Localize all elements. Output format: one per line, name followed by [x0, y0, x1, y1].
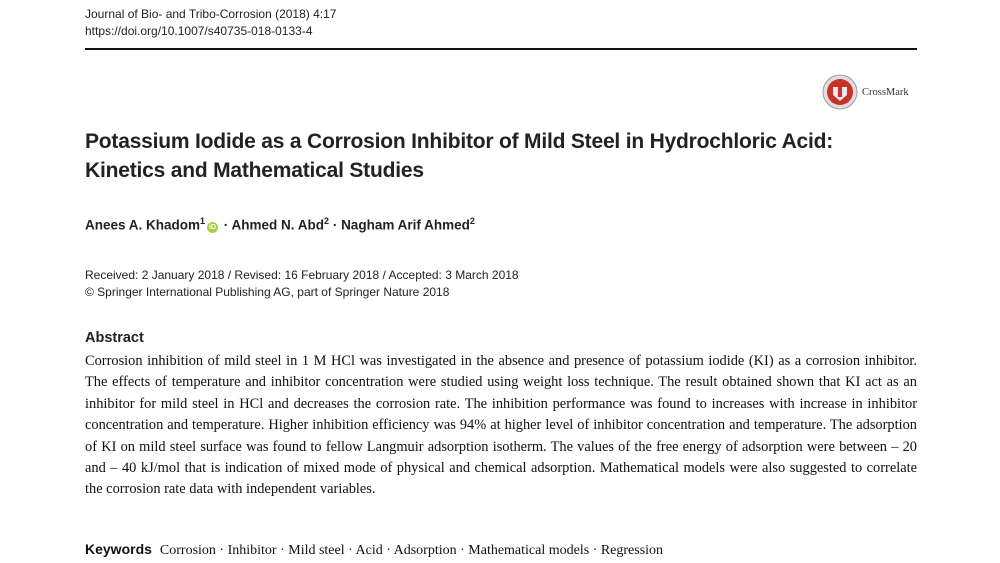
- copyright-line: © Springer International Publishing AG, part of Springer Nature 2018: [85, 285, 450, 299]
- history-line: Received: 2 January 2018 / Revised: 16 February 2018 / Accepted: 3 March 2018: [85, 268, 519, 282]
- author-separator: ·: [329, 217, 342, 233]
- doi-link[interactable]: https://doi.org/10.1007/s40735-018-0133-4: [85, 24, 313, 38]
- journal-header: [85, 6, 336, 40]
- paper-title: Potassium Iodide as a Corrosion Inhibitor of Mild Steel in Hydrochloric Acid: Kinetics and Mathematical Studies: [85, 130, 834, 182]
- crossmark-badge[interactable]: [822, 74, 909, 110]
- author-separator: ·: [220, 217, 232, 233]
- keywords-label: Keywords: [85, 541, 152, 557]
- affiliation-mark: 2: [469, 216, 475, 226]
- author-name[interactable]: Nagham Arif Ahmed: [341, 217, 470, 233]
- crossmark-icon: [822, 74, 858, 110]
- keywords-list: Corrosion · Inhibitor · Mild steel · Acid · Adsorption · Mathematical models · Regression: [159, 543, 664, 558]
- journal-citation: Journal of Bio- and Tribo-Corrosion (2018) 4:17: [85, 7, 337, 21]
- author-name[interactable]: Ahmed N. Abd: [231, 217, 325, 233]
- author-name[interactable]: Anees A. Khadom: [85, 217, 201, 233]
- abstract-heading: Abstract: [85, 330, 144, 346]
- affiliation-mark: 2: [324, 216, 330, 226]
- crossmark-label: CrossMark: [862, 86, 909, 98]
- header-rule: [85, 48, 917, 50]
- orcid-icon[interactable]: iD: [209, 223, 217, 231]
- author-list: [85, 216, 475, 233]
- abstract-text: Corrosion inhibition of mild steel in 1 M HCl was investigated in the absence and presence of potassium iodide (KI) as a corrosion inhibitor. The effects of temperature and inhibitor concentration were studied using weight loss technique. The result obtained shown that KI act as an inhibitor for mild steel in HCl and decreases the corrosion rate. The inhibition performance was found to increases with increase in inhibitor concentration and temperature. Higher inhibition efficiency was 94% at higher level of inhibitor concentration and temperature. The adsorption of KI on mild steel surface was found to fellow Langmuir adsorption isotherm. The values of the free energy of adsorption were between – 20 and – 40 kJ/mol that is indication of mixed mode of physical and chemical adsorption. Mathematical models were also suggested to correlate the corrosion rate data with independent variables.: [85, 353, 917, 498]
- keywords-line: [85, 541, 663, 559]
- affiliation-mark: 1: [200, 216, 206, 226]
- publication-dates: [85, 267, 519, 301]
